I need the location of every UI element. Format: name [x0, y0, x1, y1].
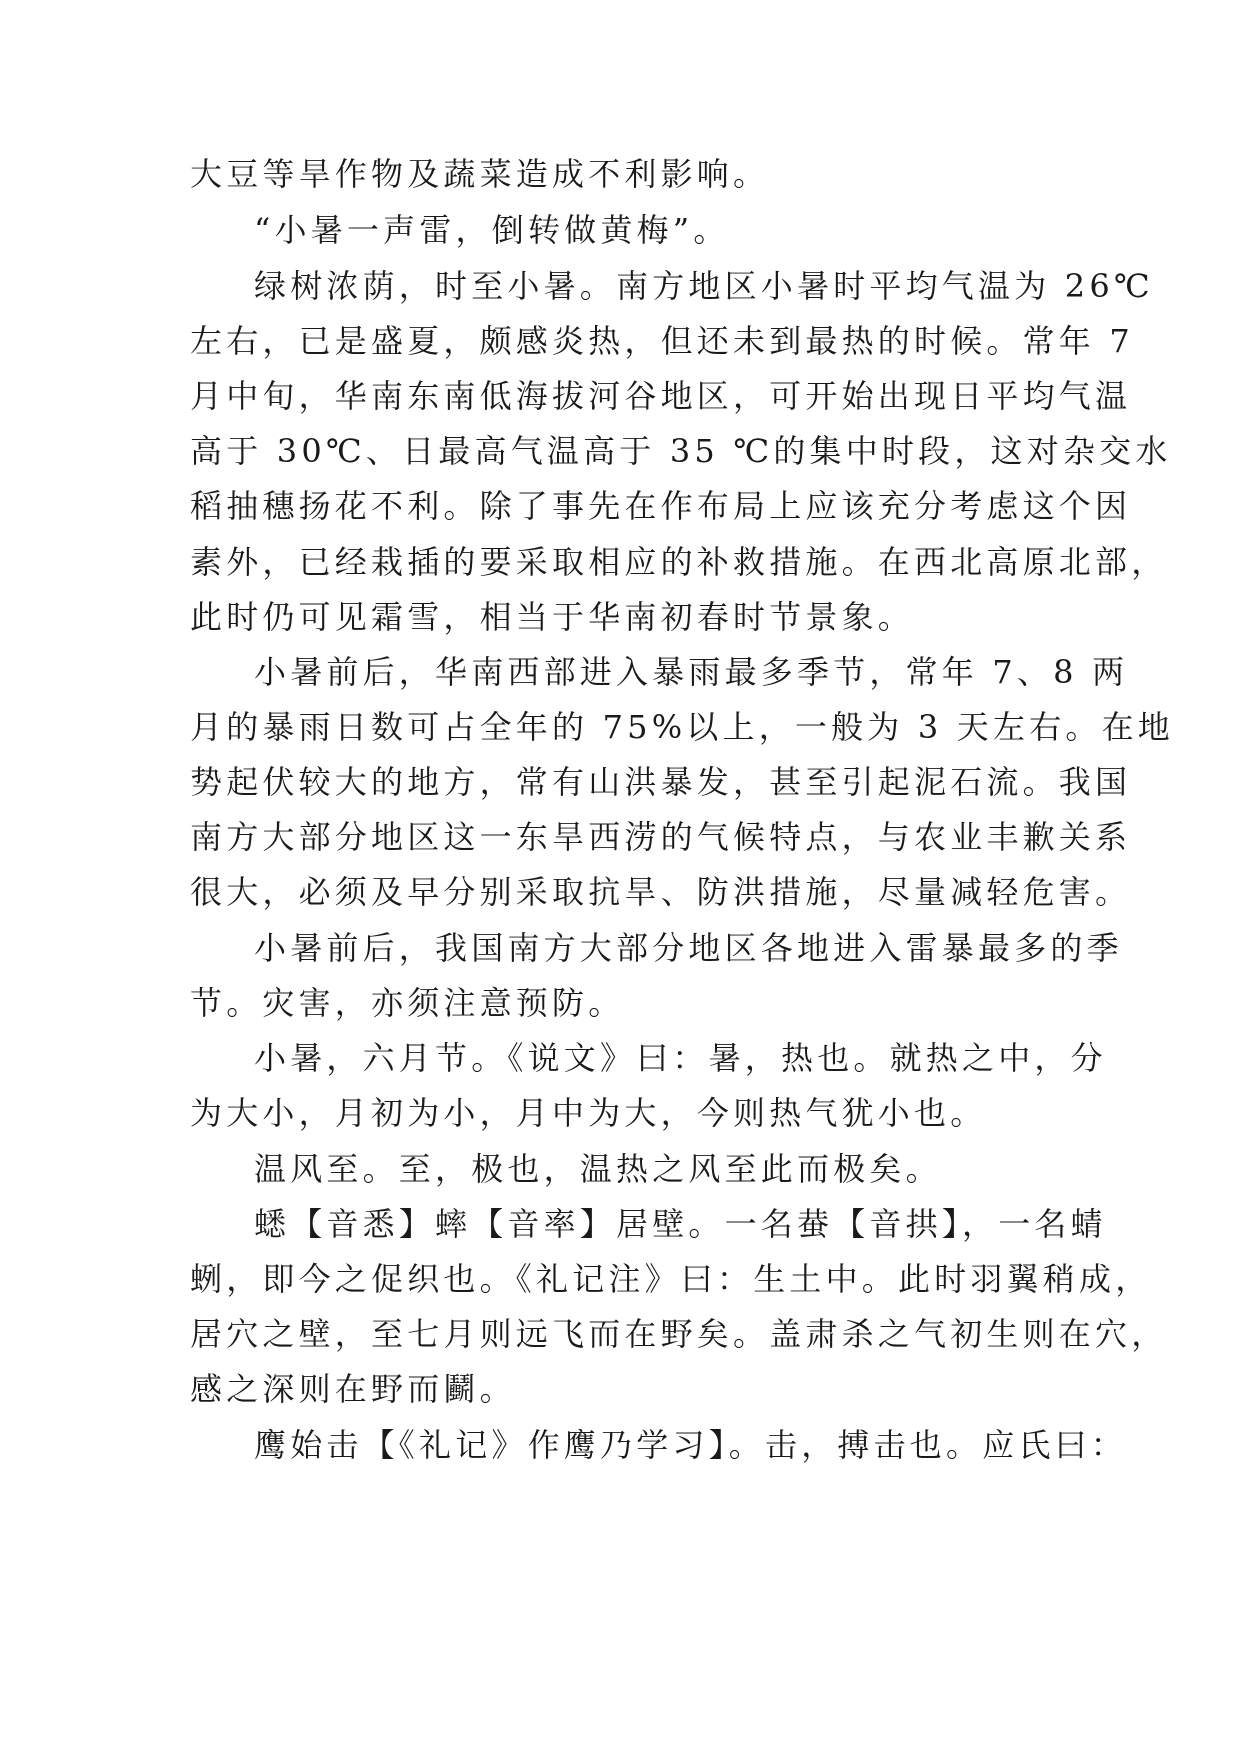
text-line: 势起伏较大的地方，常有山洪暴发，甚至引起泥石流。我国 [190, 763, 1132, 801]
text-line: 温风至。至，极也，温热之风至此而极矣。 [254, 1150, 942, 1188]
text-line: 蟋【音悉】蟀【音率】居壁。一名蛬【音拱】，一名蜻 [254, 1205, 1107, 1243]
text-line: 左右，已是盛夏，颇感炎热，但还未到最热的时候。常年 7 [190, 322, 1134, 360]
text-line: 小暑前后，华南西部进入暴雨最多季节，常年 7、8 两 [254, 653, 1129, 691]
text-line: 稻抽穗扬花不利。除了事先在作布局上应该充分考虑这个因 [190, 487, 1132, 525]
text-line: 鹰始击【《礼记》作鹰乃学习】。击，搏击也。应氏曰： [254, 1426, 1128, 1464]
text-line: 小暑前后，我国南方大部分地区各地进入雷暴最多的季 [254, 929, 1123, 967]
text-line: 为大小，月初为小，月中为大，今则热气犹小也。 [190, 1094, 987, 1132]
text-line: 高于 30℃、日最高气温高于 35 ℃的集中时段，这对杂交水 [190, 432, 1172, 470]
text-line: “小暑一声雷，倒转做黄梅”。 [254, 211, 730, 249]
text-line: 节。灾害，亦须注意预防。 [190, 984, 625, 1022]
text-line: 蛚，即今之促织也。《礼记注》曰：生土中。此时羽翼稍成， [190, 1260, 1152, 1298]
text-line: 月的暴雨日数可占全年的 75%以上，一般为 3 天左右。在地 [190, 708, 1175, 746]
text-line: 南方大部分地区这一东旱西涝的气候特点，与农业丰歉关系 [190, 818, 1132, 856]
text-line: 素外，已经栽插的要采取相应的补救措施。在西北高原北部， [190, 543, 1168, 581]
text-line: 大豆等旱作物及蔬菜造成不利影响。 [190, 155, 770, 193]
text-line: 很大，必须及早分别采取抗旱、防洪措施，尽量减轻危害。 [190, 873, 1132, 911]
text-line: 小暑，六月节。《说文》曰：暑，热也。就热之中，分 [254, 1039, 1107, 1077]
text-line: 感之深则在野而鬬。 [190, 1370, 516, 1408]
text-line: 居穴之壁，至七月则远飞而在野矣。盖肃杀之气初生则在穴， [190, 1315, 1168, 1353]
text-line: 绿树浓荫，时至小暑。南方地区小暑时平均气温为 26℃ [254, 267, 1154, 305]
text-line: 月中旬，华南东南低海拔河谷地区，可开始出现日平均气温 [190, 377, 1132, 415]
text-line: 此时仍可见霜雪，相当于华南初春时节景象。 [190, 598, 915, 636]
